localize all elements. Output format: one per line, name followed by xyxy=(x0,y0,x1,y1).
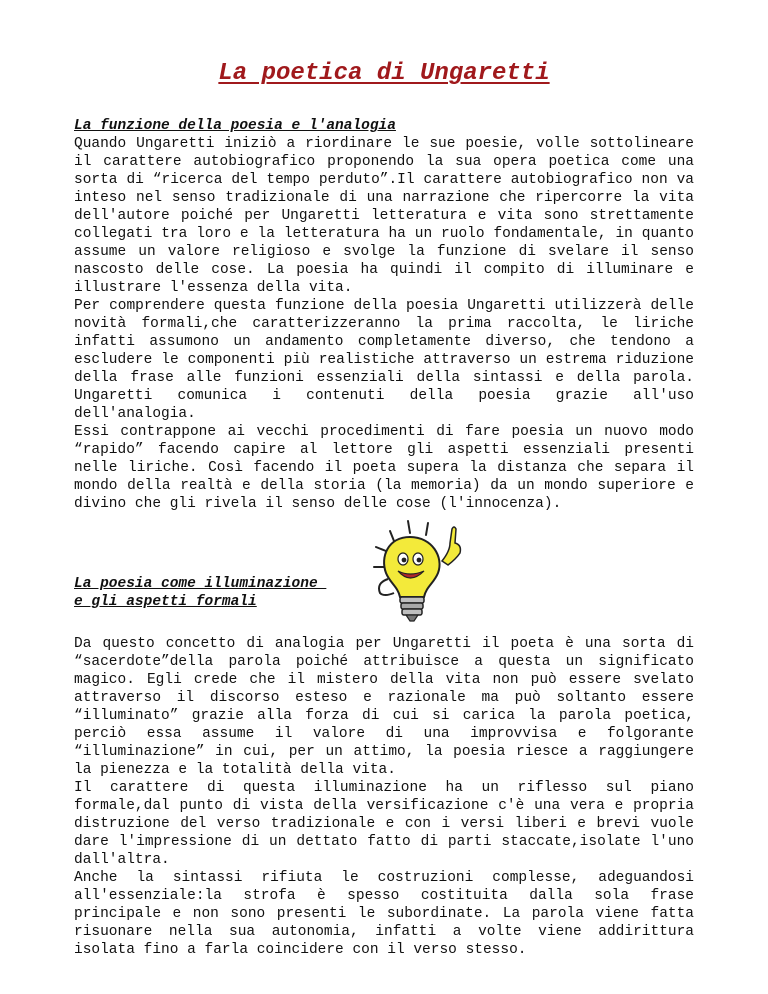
section-funzione xyxy=(74,117,694,513)
paragraph: Anche la sintassi rifiuta le costruzioni complesse, adeguandosi all'essenziale:la strofa è spesso costituita dalla sola frase principale e non sono presenti le subordinate. La parola viene fatta risuonare nella sua autonomia, infatti a volte viene addirittura isolata fino a farla coincidere con il verso stesso. xyxy=(74,870,694,958)
paragraph: Essi contrappone ai vecchi procedimenti di fare poesia un nuovo modo “rapido” facendo capire al lettore gli aspetti essenziali presenti nelle liriche. Così facendo il poeta supera la distanza che separa il mondo della realtà e della storia (la memoria) da un mondo superiore e divino che gli rivela il senso delle cose (l'innocenza). xyxy=(74,424,694,512)
heading-line: La poesia come illuminazione xyxy=(74,576,327,592)
paragraph: Per comprendere questa funzione della poesia Ungaretti utilizzerà delle novità formali,che caratterizzeranno la prima raccolta, le liriche infatti assumono un andamento completamente diverso, che tendono a escludere le componenti più realistiche attraverso un estrema riduzione della frase alle funzioni essenziali della sintassi e della parola. Ungaretti comunica i contenuti della poesia grazie all'uso dell'analogia. xyxy=(74,298,694,422)
paragraph: Da questo concetto di analogia per Ungaretti il poeta è una sorta di “sacerdote”della parola poiché attribuisce a questa un significato magico. Egli crede che il mistero della vita non può essere svelato attraverso il discorso esteso e razionale ma può soltanto essere “illuminato” grazie alla forza di cui si carica la parola poetica, perciò essa assume il valore di una improvvisa e folgorante “illuminazione” in cui, per un attimo, la poesia riesce a raggiungere la pienezza e la totalità della vita. xyxy=(74,636,694,778)
section-illuminazione xyxy=(74,635,694,959)
section-heading-illuminazione xyxy=(74,575,326,611)
lightbulb-cartoon-icon xyxy=(370,517,470,629)
heading-line: e gli aspetti formali xyxy=(74,594,257,610)
paragraph: Quando Ungaretti iniziò a riordinare le sue poesie, volle sottolineare il carattere autobiografico proponendo la sua opera poetica come una sorta di “ricerca del tempo perduto”.Il carattere autobiografico non va inteso nel senso tradizionale di una narrazione che ripercorre la vita dell'autore poiché per Ungaretti letteratura e vita sono strettamente collegati tra loro e la letteratura ha un ruolo fondamentale, in quanto assume un valore religioso e svolge la funzione di svelare il senso nascosto delle cose. La poesia ha quindi il compito di illuminare e illustrare l'essenza della vita. xyxy=(74,136,694,296)
page-title: La poetica di Ungaretti xyxy=(218,60,550,87)
section-illuminazione-header xyxy=(74,513,694,633)
section-heading-funzione: La funzione della poesia e l'analogia xyxy=(74,118,396,134)
document-page xyxy=(74,60,694,959)
paragraph: Il carattere di questa illuminazione ha un riflesso sul piano formale,dal punto di vista della versificazione c'è una vera e propria distruzione del verso tradizionale e con i versi liberi e brevi vuole dare l'impressione di un dettato fatto di parti staccate,isolate l'uno dall'altra. xyxy=(74,780,694,868)
